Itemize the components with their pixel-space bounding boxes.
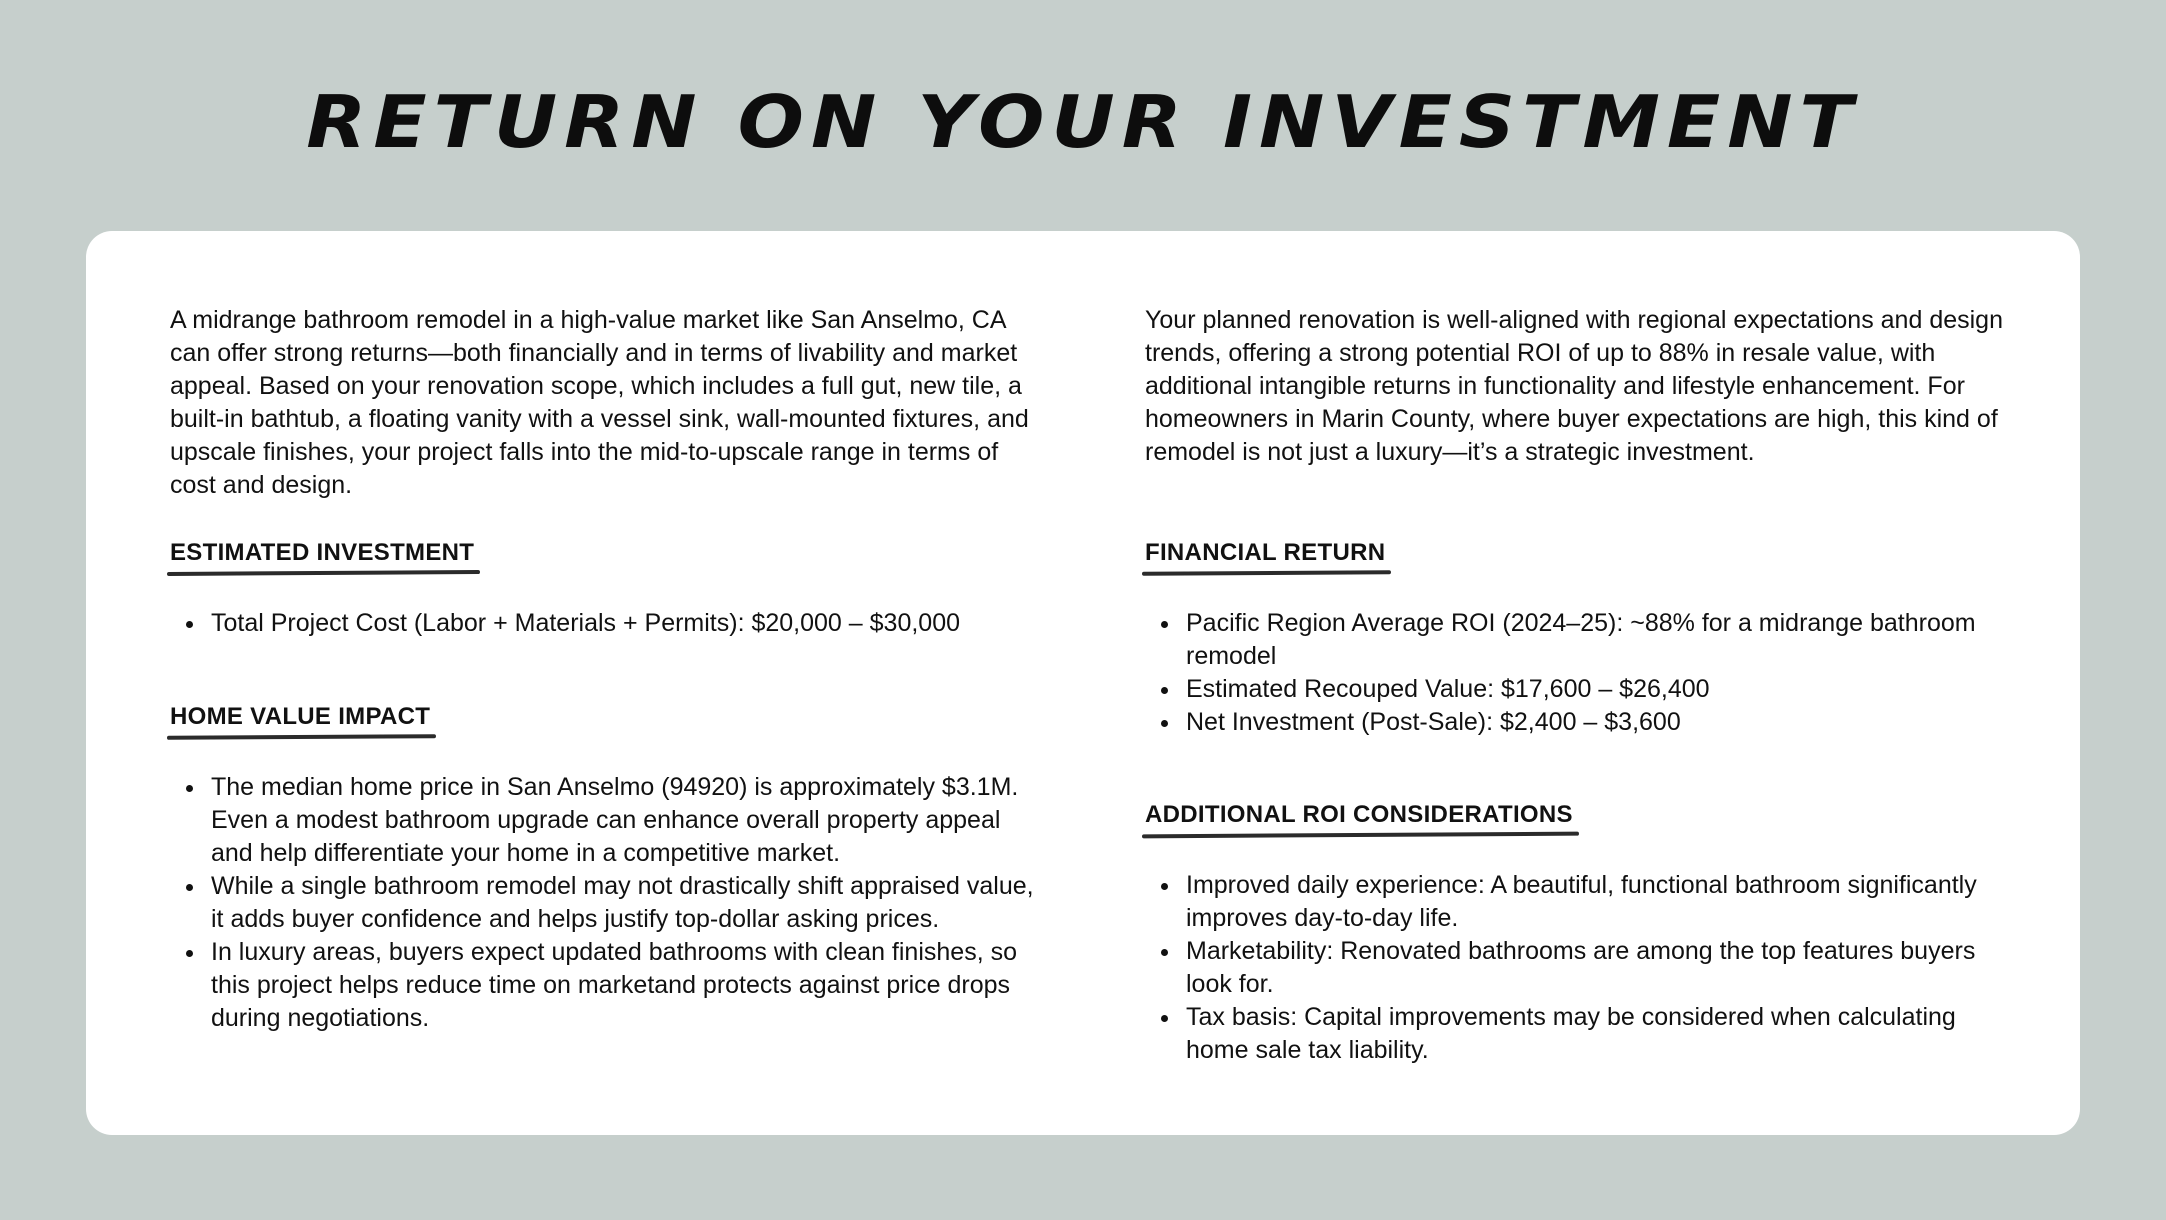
list-item: Total Project Cost (Labor + Materials + Permits): $20,000 – $30,000 (170, 607, 1040, 640)
list-item: Tax basis: Capital improvements may be considered when calculating home sale tax liability. (1145, 1001, 2015, 1067)
list-item: Marketability: Renovated bathrooms are among the top features buyers look for. (1145, 935, 2015, 1001)
list-item: The median home price in San Anselmo (94920) is approximately $3.1M. Even a modest bathroom upgrade can enhance overall property appeal and help differentiate your home in a competitive market. (170, 771, 1040, 870)
left-intro-paragraph: A midrange bathroom remodel in a high-value market like San Anselmo, CA can offer strong returns—both financially and in terms of livability and market appeal. Based on your renovation scope, which includes a full gut, new tile, a built-in bathtub, a floating vanity with a vessel sink, wall-mounted fixtures, and upscale finishes, your project falls into the mid-to-upscale range in terms of cost and design. (170, 306, 1029, 499)
list-item: Improved daily experience: A beautiful, functional bathroom significantly improves day-to-day life. (1145, 869, 2015, 935)
home-value-impact-list (170, 771, 1040, 1035)
list-item: Estimated Recouped Value: $17,600 – $26,400 (1145, 673, 2015, 706)
list-item: In luxury areas, buyers expect updated bathrooms with clean finishes, so this project helps reduce time on marketand protects against price drops during negotiations. (170, 936, 1040, 1035)
additional-roi-list (1145, 869, 2015, 1067)
right-intro-paragraph: Your planned renovation is well-aligned with regional expectations and design trends, offering a strong potential ROI of up to 88% in resale value, with additional intangible returns in functionality and lifestyle enhancement. For homeowners in Marin County, where buyer expectations are high, this kind of remodel is not just a luxury—it’s a strategic investment. (1145, 306, 2003, 466)
list-item: Pacific Region Average ROI (2024–25): ~88% for a midrange bathroom remodel (1145, 607, 2015, 673)
estimated-investment-section (170, 539, 1040, 640)
left-column (170, 304, 1040, 1032)
financial-return-list (1145, 607, 2015, 739)
page-title: RETURN ON YOUR INVESTMENT (306, 81, 1860, 165)
financial-return-section (1145, 539, 2015, 739)
content-card (86, 231, 2080, 1135)
estimated-investment-list (170, 607, 1040, 640)
home-value-impact-heading: HOME VALUE IMPACT (170, 703, 430, 737)
financial-return-heading: FINANCIAL RETURN (1145, 539, 1385, 573)
estimated-investment-heading: ESTIMATED INVESTMENT (170, 539, 474, 573)
home-value-impact-section (170, 703, 1040, 1035)
list-item: While a single bathroom remodel may not drastically shift appraised value, it adds buyer confidence and helps justify top-dollar asking prices. (170, 870, 1040, 936)
additional-roi-section (1145, 801, 2015, 1067)
list-item: Net Investment (Post-Sale): $2,400 – $3,600 (1145, 706, 2015, 739)
additional-roi-heading: ADDITIONAL ROI CONSIDERATIONS (1145, 801, 1573, 835)
right-column (1145, 304, 2015, 1064)
